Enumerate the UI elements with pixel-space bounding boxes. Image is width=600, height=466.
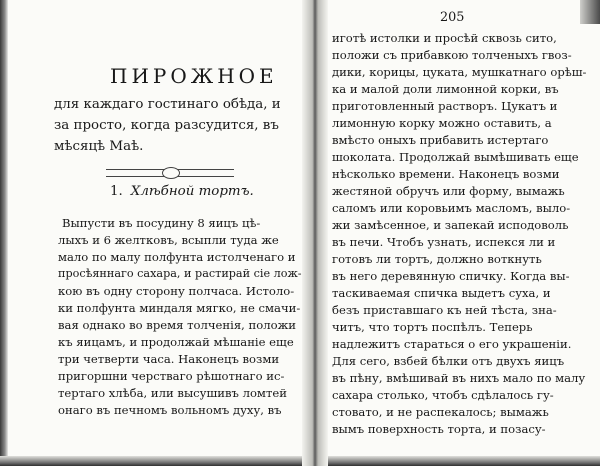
- text-line: жестяной обручъ или форму, вымажь: [332, 184, 565, 198]
- text-line: читъ, что тортъ поспѣлъ. Теперь: [332, 320, 533, 334]
- scan-edge-left: [0, 0, 8, 466]
- text-line: въ печи. Чтобъ узнать, испекся ли и: [332, 235, 556, 249]
- text-line: въ него деревянную спичку. Когда вы-: [332, 269, 570, 283]
- text-line: стовато, и не распекалось; вымажь: [332, 405, 549, 419]
- text-line: ка и малой доли лимонной корки, въ: [332, 82, 559, 96]
- text-line: ки полфунта миндаля мягко, не смачи-: [58, 301, 301, 315]
- subheading-line: мѣсяцѣ Маѣ.: [54, 139, 144, 154]
- text-line: въ пѣну, вмѣшивай въ нихъ мало по малу: [332, 371, 586, 385]
- text-line: саломъ или коровьимъ масломъ, выло-: [332, 201, 571, 215]
- text-line: три четверти часа. Наконецъ возми: [58, 352, 280, 366]
- text-line: нѣсколько времени. Наконецъ возми: [332, 167, 560, 181]
- text-line: онаго въ печномъ вольномъ духу, въ: [58, 403, 282, 417]
- text-line: надлежитъ стараться о его украшеніи.: [332, 337, 572, 351]
- recipe-number: 1.: [110, 184, 123, 199]
- text-line: тертаго хлѣба, или высушивъ ломтей: [58, 386, 287, 400]
- text-line: иготѣ истолки и просѣй сквозь сито,: [332, 31, 557, 45]
- left-page: [14, 0, 304, 456]
- text-line: приготовленный растворъ. Цукатъ и: [332, 99, 558, 113]
- text-line: вмѣсто оныхъ прибавить истертаго: [332, 133, 549, 147]
- recipe-title: [110, 184, 254, 199]
- scan-edge-bottom: [0, 456, 600, 466]
- text-line: пригоршни черстваго рѣшотнаго ис-: [58, 369, 285, 383]
- text-line: мало по малу полфунта истолченаго и: [58, 250, 296, 264]
- text-line: положи съ прибавкою толченыхъ гвоз-: [332, 48, 572, 62]
- text-line: лыхъ и 6 желтковъ, всыпли туда же: [58, 233, 279, 247]
- text-line: кою въ одну сторону полчаса. Истоло-: [58, 284, 295, 298]
- subheading-line: за просто, когда разсудится, въ: [54, 118, 279, 133]
- page-number: 205: [440, 10, 465, 25]
- right-page: [330, 0, 592, 456]
- text-line: просѣяннаго сахара, и растирай сіе лож-: [58, 267, 302, 280]
- text-line: готовъ ли тортъ, должно воткнуть: [332, 252, 542, 266]
- ornamental-divider: [106, 169, 234, 177]
- book-gutter: [302, 0, 328, 466]
- text-line: жи замѣсенное, и запекай исподоволь: [332, 218, 569, 232]
- text-line: Выпусти въ посудину 8 яицъ цѣ-: [62, 216, 261, 230]
- text-line: сахара столько, чтобъ сдѣлалось гу-: [332, 388, 554, 402]
- text-line: таскиваемая спичка выдетъ суха, и: [332, 286, 551, 300]
- recipe-title-text: Хлѣбной тортъ.: [130, 184, 254, 199]
- text-line: къ яицамъ, и продолжай мѣшаніе еще: [58, 335, 294, 349]
- text-line: вая однако во время толченія, положи: [58, 318, 296, 332]
- text-line: вымъ поверхность торта, и позасу-: [332, 422, 546, 436]
- text-line: Для сего, взбей бѣлки отъ двухъ яицъ: [332, 354, 565, 368]
- section-heading: ПИРОЖНОЕ: [110, 64, 278, 88]
- subheading-line: для каждаго гостинаго обѣда, и: [54, 97, 281, 112]
- text-line: дики, корицы, цуката, мушкатнаго орѣш-: [332, 65, 587, 79]
- text-line: шоколата. Продолжай вымѣшивать еще: [332, 150, 579, 164]
- text-line: безъ приставшаго къ ней тѣста, зна-: [332, 303, 557, 317]
- text-line: лимонную корку можно оставить, а: [332, 116, 552, 130]
